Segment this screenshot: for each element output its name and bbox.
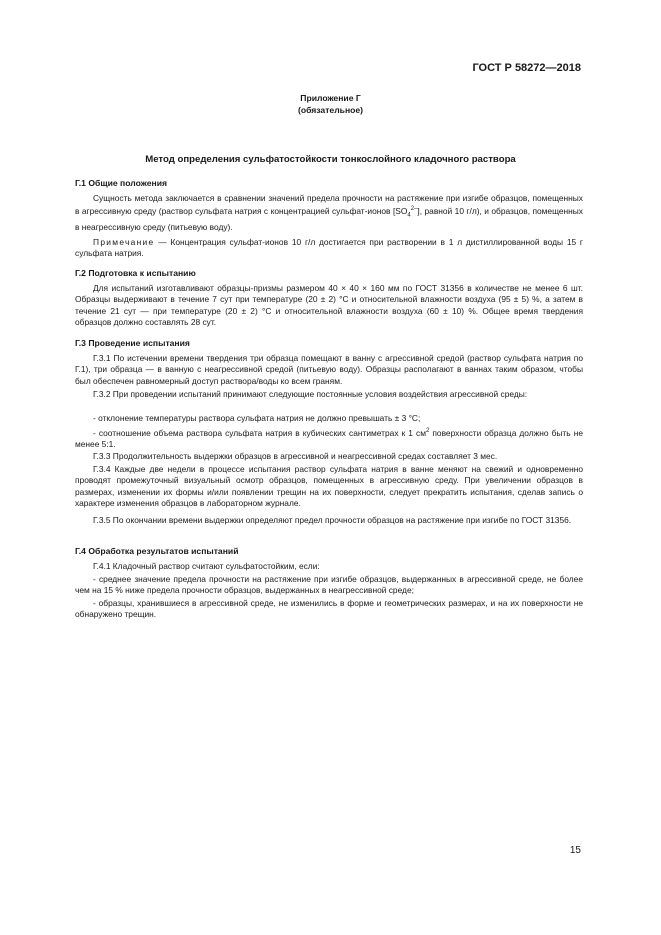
section-g3-paragraph-2: Г.3.2 При проведении испытаний принимают следующие постоянные условия воздействия агрессивной среды:: [93, 389, 528, 399]
section-g3-paragraph-3: Г.3.3 Продолжительность выдержки образцов в агрессивной и неагрессивной средах составляет 3 мес.: [93, 451, 498, 461]
annex-status: (обязательное): [297, 105, 364, 115]
section-g2-heading: Г.2 Подготовка к испытанию: [75, 268, 196, 278]
section-g4-bullet-1: - среднее значение предела прочности на растяжение при изгибе образцов, выдержанных в агрессивной среде, не более чем на 15 % ниже предела прочности образцов, выдержанных в неагрессивной среде;: [75, 574, 583, 596]
section-g3-bullet-2: - соотношение объема раствора сульфата натрия в кубических сантиметрах к 1 $см^2$ поверхности образца должно быть не менее 5:1.: [75, 427, 583, 450]
section-g1-heading: Г.1 Общие положения: [75, 178, 167, 188]
section-g1-note: Примечание — Концентрация сульфат-ионов 10 г/л достигается при растворении в 1 л дистиллированной воды 15 г сульфата натрия.: [75, 237, 583, 259]
section-g3-paragraph-4: Г.3.4 Каждые две недели в процессе испытания раствор сульфата натрия в ванне меняют на свежий и одновременно проводят промежуточный визуальный осмотр образцов, помещенных в агрессивную среду. При увеличении образцов в размерах, изменении их формы и/или появлении трещин на их поверхности, следует прекратить испытания, сделав запись о характере изменения образцов в лабораторном журнале.: [75, 464, 583, 508]
page-number: 15: [569, 845, 581, 856]
section-g1-paragraph: Сущность метода заключается в сравнении значений предела прочности на растяжение при изгибе образцов, помещенных в агрессивную среду (раствор сульфата натрия с концентрацией сульфат-ионов $[SO_4^{2-}]$, равной 10 г/л), и образцов, помещенных в неагрессивную среду (питьевую воду).: [75, 193, 583, 233]
document-id: ГОСТ Р 58272—2018: [472, 62, 581, 74]
section-g3-bullet-1: - отклонение температуры раствора сульфата натрия не должно превышать ± 3 °С;: [93, 413, 421, 423]
section-g2-paragraph: Для испытаний изготавливают образцы-призмы размером 40 × 40 × 160 мм по ГОСТ 31356 в количестве не менее 6 шт. Образцы выдерживают в течение 7 сут при температуре (20 ± 2) °С и относительной влажности воздуха (95 ± 5) %, а затем в течение 21 сут — при температуре (20 ± 2) °С и относительной влажности воздуха (60 ± 10) %. Общее время твердения образцов должно составлять 28 сут.: [75, 283, 583, 327]
section-g3-heading: Г.3 Проведение испытания: [75, 338, 190, 348]
section-g3-paragraph-5: Г.3.5 По окончании времени выдержки определяют предел прочности образцов на растяжение при изгибе по ГОСТ 31356.: [93, 515, 572, 525]
annex-title: Приложение Г: [300, 93, 361, 103]
section-g3-paragraph-1: Г.3.1 По истечении времени твердения три образца помещают в ванну с агрессивной средой (раствор сульфата натрия по Г.1), три образца — в ванную с неагрессивной средой (питьевую воду). Образцы располагают в ваннах таким образом, чтобы был обеспечен равномерный доступ раствора/воды ко всем граням.: [75, 353, 583, 386]
section-g4-paragraph-1: Г.4.1 Кладочный раствор считают сульфатостойким, если:: [93, 561, 320, 571]
section-g4-heading: Г.4 Обработка результатов испытаний: [75, 546, 239, 556]
section-g4-bullet-2: - образцы, хранившиеся в агрессивной среде, не изменились в форме и геометрических размерах, и на их поверхности не обнаружено трещин.: [75, 598, 583, 620]
main-title: Метод определения сульфатостойкости тонкослойного кладочного раствора: [145, 154, 516, 165]
